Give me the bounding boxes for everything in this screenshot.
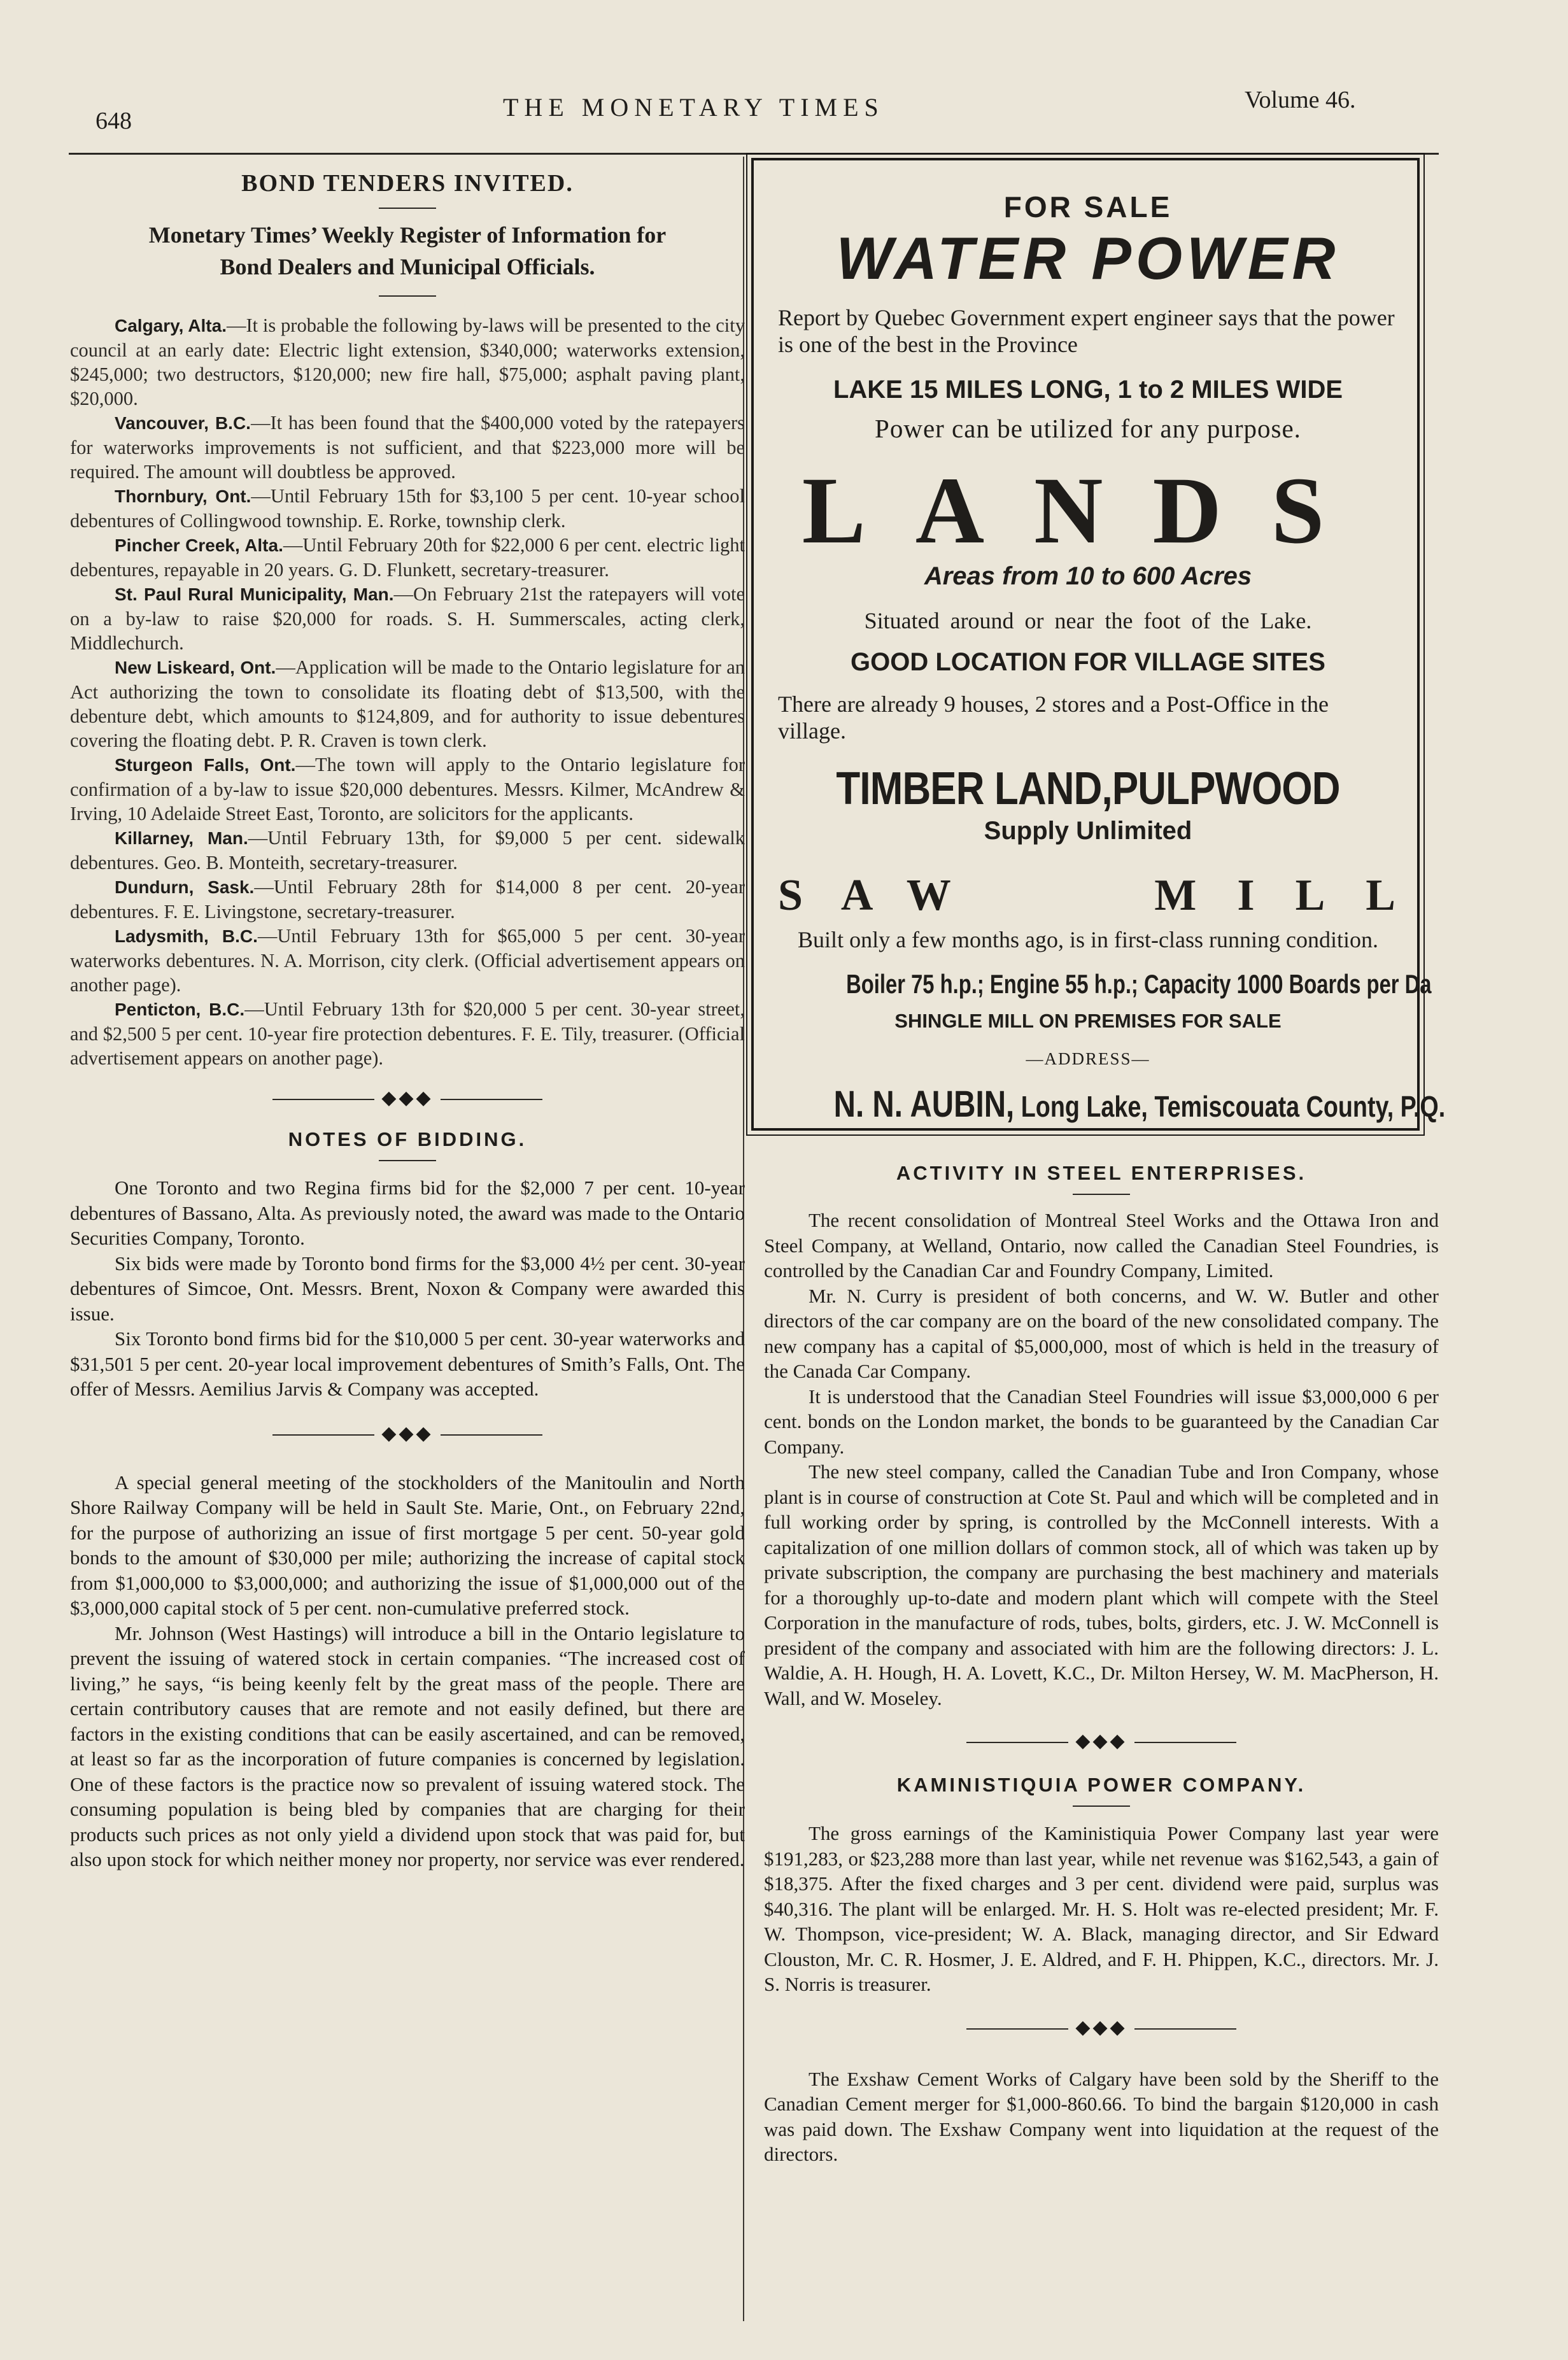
ad-areas: Areas from 10 to 600 Acres [924, 562, 1252, 590]
paragraph: Mr. Johnson (West Hastings) will introduce a bill in the Ontario legislature to prevent the issuing of watered stock in certain companies. “The increased cost of living,” he says, “is being keenly felt by the great mass of the people. There are certain contributory causes that are remote and not easily defined, but there are factors in the existing conditions that can be easily ascertained, and can be removed, at least so far as the incorporation of future companies is concerned by legislation. One of these factors is the practice now so prevalent of issuing watered stock. The consuming population is being bled by companies that are charging for their products such prices as not only yield a dividend upon stock that was paid for, but also upon stock for which neither money nor property, nor service was ever rendered. [70, 1622, 745, 1870]
ad-situated: Situated around or near the foot of the Lake. [864, 608, 1312, 633]
section-ornament: ◆◆◆ [70, 1087, 745, 1109]
bond-tenders-subtitle-line1: Monetary Times’ Weekly Register of Information for [148, 222, 667, 248]
ad-contact [833, 1083, 1446, 1126]
subtitle-rule [379, 295, 436, 297]
page-number: 648 [95, 108, 132, 134]
misc-notes-section [70, 1470, 745, 1872]
ad-timber: TIMBER LAND,PULPWOOD [836, 763, 1340, 814]
entry-place: Dundurn, Sask. [115, 877, 255, 897]
ad-report: Report by Quebec Government expert engineer says that the power is one of the best in the Province [778, 305, 1395, 357]
section-ornament: ◆◆◆ [764, 2016, 1439, 2039]
section-ornament: ◆◆◆ [764, 1730, 1439, 1752]
entry-text: —Until February 28th for $14,000 8 per cent. 20-year debentures. F. E. Livingstone, secretary-treasurer. [70, 876, 745, 922]
bond-entry [70, 753, 745, 826]
paragraph: A special general meeting of the stockholders of the Manitoulin and North Shore Railway Company will be held in Sault Ste. Marie, Ont., on February 22nd, for the purpose of authorizing an issue of first mortgage 5 per cent. 50-year gold bonds to the amount of $30,000 per mile; authorizing the increase of capital stock from $1,000,000 to $3,000,000; and authorizing the issue of $1,000,000 out of the $3,000,000 capital stock of 5 per cent. non-cumulative preferred stock. [70, 1471, 745, 1619]
steel-title: ACTIVITY IN STEEL ENTERPRISES. [896, 1162, 1307, 1184]
entry-text: —Until February 13th, for $9,000 5 per cent. sidewalk debentures. Geo. B. Monteith, secretary-treasurer. [70, 827, 745, 873]
bond-entry [70, 655, 745, 753]
volume-label: Volume 46. [1245, 87, 1356, 113]
ad-for-sale: FOR SALE [1003, 190, 1173, 223]
bond-entry [70, 826, 745, 875]
entry-place: Vancouver, B.C. [115, 413, 251, 433]
paragraph: The recent consolidation of Montreal Steel Works and the Ottawa Iron and Steel Company, at Welland, Ontario, now called the Canadian Steel Foundries, is controlled by the Canadian Car and Foundry Company, Limited. [764, 1209, 1439, 1282]
ad-saw-mill [778, 871, 1436, 920]
entry-place: Calgary, Alta. [115, 316, 227, 336]
left-column [70, 164, 745, 1872]
entry-text: —On February 21st the ratepayers will vote on a by-law to raise $20,000 for roads. S. H. Summerscales, acting clerk, Middlechurch. [70, 583, 745, 654]
publication-title: THE MONETARY TIMES [503, 93, 884, 122]
title-rule [379, 208, 436, 209]
entry-place: New Liskeard, Ont. [115, 658, 276, 677]
paragraph: Six Toronto bond firms bid for the $10,000 5 per cent. 30-year waterworks and $31,501 5 per cent. 20-year local improvement debentures of Smith’s Falls, Ont. The offer of Messrs. Aemilius Jarvis & Company was accepted. [70, 1327, 745, 1400]
right-column [764, 1162, 1439, 2167]
entry-text: —It is probable the following by-laws will be presented to the city council at an early date: Electric light extension, $340,000; waterworks extension, $245,000; two destructors, $120,000; new fire hall, $75,000; asphalt paving plant, $20,000. [70, 314, 745, 409]
bond-entry [70, 582, 745, 655]
paragraph: Mr. N. Curry is president of both concerns, and W. W. Butler and other directors of the car company are on the board of the new consolidated company. The new company has a capital of $5,000,000, most of which is held in the treasury of the Canada Car Company. [764, 1284, 1439, 1382]
bond-entry [70, 997, 745, 1070]
bond-tenders-title: BOND TENDERS INVITED. [241, 170, 574, 197]
ad-already: There are already 9 houses, 2 stores and a Post-Office in the village. [778, 691, 1329, 744]
kaministiquia-section [764, 1774, 1439, 1997]
entry-place: Thornbury, Ont. [115, 486, 251, 506]
kaministiquia-title: KAMINISTIQUIA POWER COMPANY. [896, 1774, 1306, 1796]
bond-entry [70, 924, 745, 997]
entry-text: —Application will be made to the Ontario legislature for an Act authorizing the town to consolidate its floating debt of $13,500, with the debenture debt, which amounts to $124,809, and for authority to issue debentures covering the floating debt. P. R. Craven is town clerk. [70, 656, 745, 751]
entry-text: —Until February 20th for $22,000 6 per cent. electric light debentures, repayable in 20 years. G. D. Flunkett, secretary-treasurer. [70, 534, 745, 581]
entry-text: —Until February 13th for $65,000 5 per cent. 30-year waterworks debentures. N. A. Morrison, city clerk. (Official advertisement appears on another page). [70, 925, 745, 996]
ad-saw: SAW [778, 871, 989, 920]
entry-place: Pincher Creek, Alta. [115, 535, 283, 555]
paragraph: Six bids were made by Toronto bond firms for the $3,000 4½ per cent. 30-year debentures of Simcoe, Ont. Messrs. Brent, Noxon & Company were awarded this issue. [70, 1252, 745, 1325]
paragraph: It is understood that the Canadian Steel Foundries will issue $3,000,000 6 per cent. bonds on the London market, the bonds to be guaranteed by the Canadian Car Company. [764, 1385, 1439, 1458]
section-ornament: ◆◆◆ [70, 1422, 745, 1445]
header-rule [69, 153, 1439, 155]
bond-entry [70, 411, 745, 484]
paragraph: The gross earnings of the Kaministiquia Power Company last year were $191,283, or $23,288 more than last year, while net revenue was $162,543, a gain of $18,375. After the fixed charges and 3 per cent. dividend were paid, surplus was $40,316. The plant will be enlarged. Mr. H. S. Holt was re-elected president; Mr. F. W. Thompson, vice-president; W. A. Black, managing director, and Sir Edward Clouston, Mr. C. R. Hosmer, J. E. Aldred, and F. H. Phippen, K.C., directors. Mr. J. S. Norris is treasurer. [764, 1822, 1439, 1995]
for-sale-advertisement [751, 158, 1446, 1131]
bond-entry [70, 875, 745, 924]
ad-good-location: GOOD LOCATION FOR VILLAGE SITES [851, 648, 1325, 676]
bond-entry [70, 533, 745, 582]
entry-place: Killarney, Man. [115, 828, 248, 848]
exshaw-section [764, 2067, 1439, 2167]
title-rule [1073, 1805, 1130, 1807]
ad-shingle: SHINGLE MILL ON PREMISES FOR SALE [894, 1010, 1282, 1032]
ad-mill: MILL [1154, 871, 1436, 920]
ad-lake: LAKE 15 MILES LONG, 1 to 2 MILES WIDE [833, 376, 1343, 404]
notes-of-bidding-title: NOTES OF BIDDING. [288, 1128, 527, 1150]
ad-lands: LANDS [802, 458, 1374, 563]
steel-section [764, 1162, 1439, 1711]
ad-address-label: —ADDRESS— [1026, 1049, 1150, 1068]
ad-power-use: Power can be utilized for any purpose. [875, 414, 1301, 443]
entry-text: —Until February 13th for $20,000 5 per cent. 30-year street, and $2,500 5 per cent. 10-year fire protection debentures. F. E. Tily, treasurer. (Official advertisement appears on another page). [70, 998, 745, 1069]
entry-text: —Until February 15th for $3,100 5 per cent. 10-year school debentures of Collingwood township. E. Rorke, township clerk. [70, 485, 745, 532]
entry-text: —The town will apply to the Ontario legislature for confirmation of a by-law to issue $20,000 debentures. Messrs. Kilmer, McAndrew & Irving, 10 Adelaide Street East, Toronto, are solicitors for the applicants. [70, 754, 745, 824]
entry-place: Sturgeon Falls, Ont. [115, 755, 296, 775]
bond-entry [70, 484, 745, 533]
entry-place: Ladysmith, B.C. [115, 926, 258, 946]
title-rule [1073, 1194, 1130, 1195]
ad-name: N. N. AUBIN, [833, 1084, 1015, 1125]
ad-water-power: WATER POWER [836, 225, 1340, 292]
ad-built: Built only a few months ago, is in first-class running condition. [798, 927, 1378, 952]
notes-of-bidding-section [70, 1128, 745, 1402]
paragraph: The new steel company, called the Canadian Tube and Iron Company, whose plant is in course of construction at Cote St. Paul and which will be completed and in full working order by spring, is controlled by the McConnell interests. With a capitalization of one million dollars of common stock, all of which was taken up by private subscription, the company are purchasing the best machinery and materials for a thoroughly up-to-date and modern plant which will compete with the Steel Corporation in the manufacture of rods, tubes, bolts, girders, etc. J. W. McConnell is president of the company and associated with him are the following directors: J. L. Waldie, A. H. Hough, H. A. Lovett, K.C., Dr. Milton Hersey, W. M. MacPherson, H. Wall, and W. Moseley. [764, 1460, 1439, 1709]
bond-entries [70, 313, 745, 1070]
ad-supply: Supply Unlimited [984, 817, 1192, 845]
ad-boiler: Boiler 75 h.p.; Engine 55 h.p.; Capacity 1000 Boards per Da [846, 969, 1432, 999]
entry-text: —It has been found that the $400,000 voted by the ratepayers for waterworks improvements is not sufficient, and that $223,000 more will be required. The amount will doubtless be approved. [70, 412, 745, 483]
paragraph: The Exshaw Cement Works of Calgary have been sold by the Sheriff to the Canadian Cement merger for $1,000-860.66. To bind the bargain $120,000 in cash was paid down. The Exshaw Company went into liquidation at the request of the directors. [764, 2067, 1439, 2165]
bond-entry [70, 313, 745, 411]
entry-place: Penticton, B.C. [115, 1000, 245, 1019]
title-rule [379, 1160, 436, 1161]
bond-tenders-section [70, 169, 745, 1070]
bond-tenders-subtitle-line2: Bond Dealers and Municipal Officials. [220, 254, 595, 279]
ad-location: Long Lake, Temiscouata County, P.Q. [1021, 1090, 1446, 1123]
paragraph: One Toronto and two Regina firms bid for the $2,000 7 per cent. 10-year debentures of Bassano, Alta. As previously noted, the award was made to the Ontario Securities Company, Toronto. [70, 1176, 745, 1249]
entry-place: St. Paul Rural Municipality, Man. [115, 584, 394, 604]
